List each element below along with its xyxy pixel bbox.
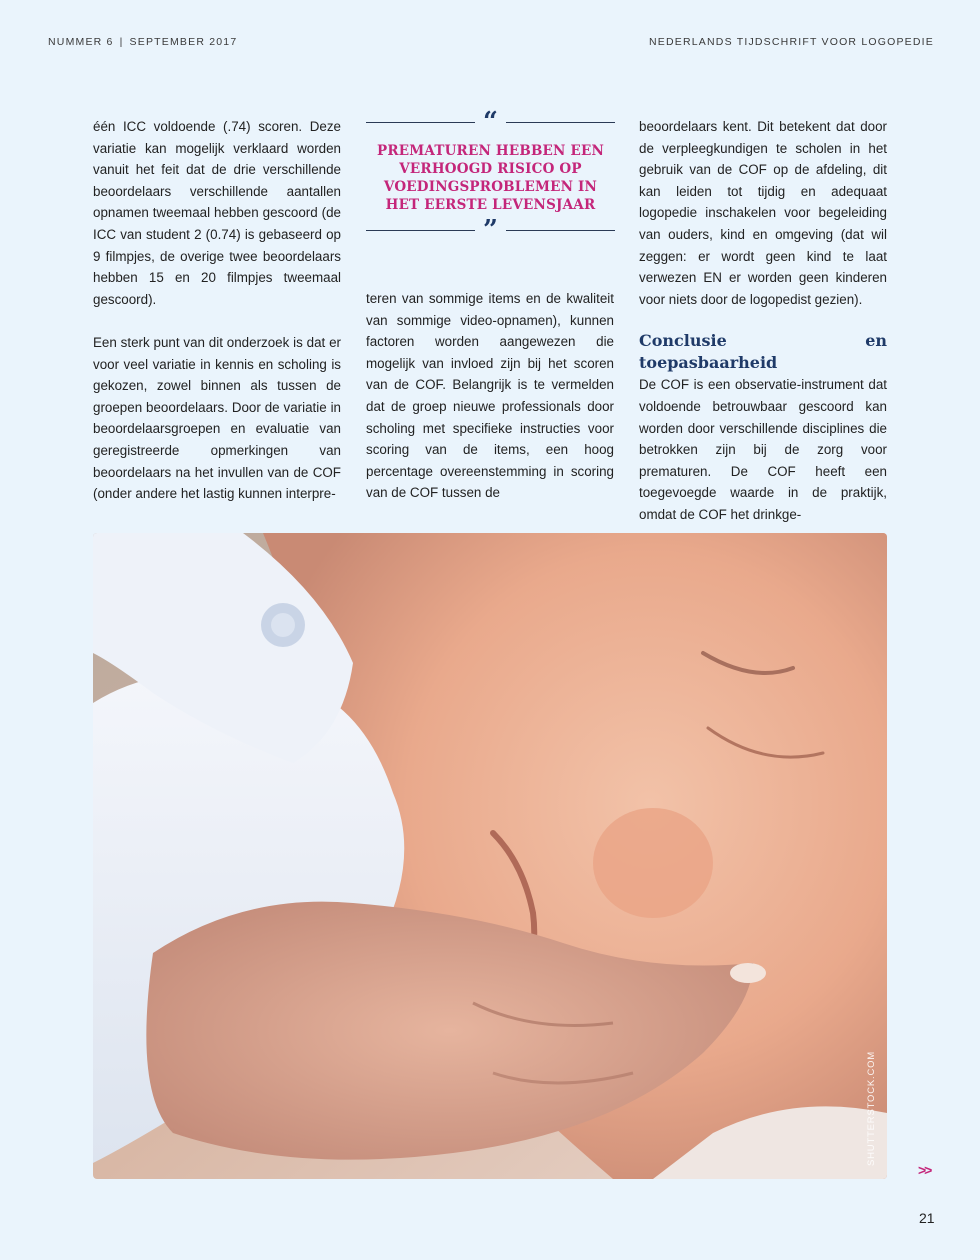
pull-quote-text: PREMATUREN HEBBEN EEN VERHOOGD RISICO OP VOEDINGSPROBLEMEN IN HET EERSTE LEVENSJAAR (376, 143, 605, 213)
open-quote-icon: “ (475, 112, 506, 132)
photo-credit: SHUTTERSTOCK.COM (866, 1050, 877, 1166)
page-number: 21 (919, 1210, 935, 1226)
paragraph: één ICC voldoende (.74) scoren. Deze variatie kan mogelijk verklaard worden vanuit het feit dat de drie verschillende beoordelaars verschillende aantallen opnamen tweemaal hebben gescoord (de ICC van student 2 (0.74) is gebaseerd op 9 filmpjes, de overige twee beoordelaars hebben 15 en 20 filmpjes tweemaal gescoord). (93, 119, 341, 307)
paragraph: beoordelaars kent. Dit betekent dat door de verpleegkundigen te scholen in het gebruik van de COF op de afdeling, dit kan leiden tot tijdig en adequaat logopedie inschakelen voor begeleiding van ouders, kind en omgeving (dat wil zeggen: er wordt geen kind te laat verwezen EN er worden geen kinderen voor niets door de logopedist gezien). (639, 119, 887, 307)
close-quote-icon: ” (475, 220, 506, 240)
paragraph: teren van sommige items en de kwaliteit van sommige video-opnamen), kunnen factoren worden aangewezen die mogelijk van invloed zijn bij het scoren van de COF. Belangrijk is te vermelden dat de groep nieuwe professionals door scholing met specifieke instructies voor scoring van de items, een hoog percentage overeenstemming in scoring van de COF tussen de (366, 291, 614, 501)
text-column-1 (93, 116, 341, 505)
section-heading: Conclusie en toepasbaarheid (639, 331, 887, 373)
pull-quote (366, 107, 615, 245)
baby-photo (93, 533, 887, 1179)
paragraph: De COF is een observatie-instrument dat voldoende betrouwbaar gescoord kan worden door verschillende disciplines die betrokken zijn bij de zorg voor prematuren. De COF heeft een toegevoegde waarde in de praktijk, omdat de COF het drinkge- (639, 377, 887, 522)
text-column-2 (366, 288, 614, 504)
paragraph: Een sterk punt van dit onderzoek is dat er voor veel variatie in kennis en scholing is gekozen, zowel binnen als tussen de groepen beoordelaars. Door de variatie in beoordelaarsgroepen en evaluatie van geregistreerde opmerkingen van beoordelaars na het invullen van de COF (onder andere het lastig kunnen interpre- (93, 334, 341, 502)
header-separator: | (119, 36, 124, 48)
issue-number: NUMMER 6 (48, 36, 114, 48)
continue-arrow-icon: >> (918, 1162, 931, 1178)
text-column-3 (639, 116, 887, 526)
issue-date: SEPTEMBER 2017 (129, 36, 238, 48)
journal-title: NEDERLANDS TIJDSCHRIFT VOOR LOGOPEDIE (649, 36, 934, 48)
issue-header (48, 36, 237, 48)
